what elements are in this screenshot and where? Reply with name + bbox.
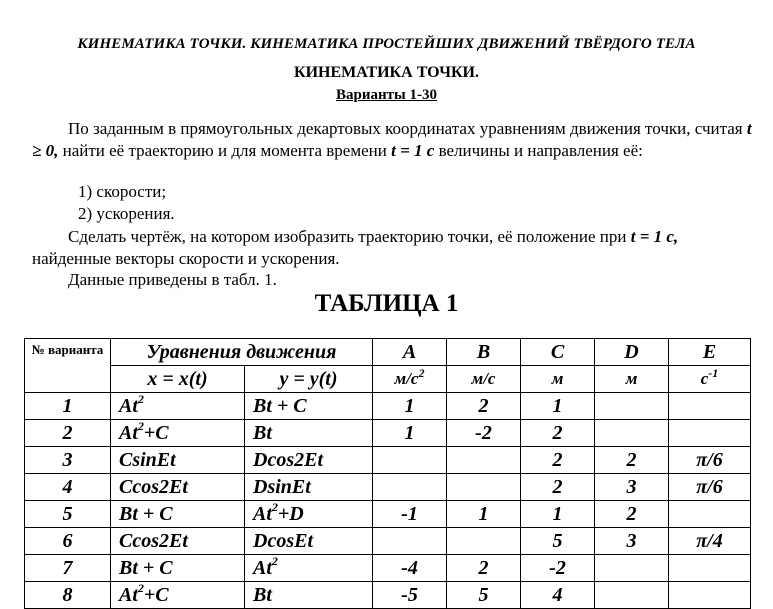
unit-c: м — [521, 366, 595, 393]
equation-x-tail: +C — [143, 583, 169, 606]
document-heading: КИНЕМАТИКА ТОЧКИ. КИНЕМАТИКА ПРОСТЕЙШИХ ДВИЖЕНИЙ ТВЁРДОГО ТЕЛА — [77, 36, 696, 52]
param-c: 1 — [521, 393, 595, 420]
param-e — [669, 393, 751, 420]
equation-x — [111, 501, 245, 528]
param-b: 2 — [447, 555, 521, 582]
equation-y — [245, 501, 373, 528]
param-e: π/6 — [669, 474, 751, 501]
equation-x-tail: +C — [143, 421, 169, 444]
unit-e-power: -1 — [708, 366, 719, 380]
variant-number: 6 — [25, 528, 111, 555]
table-body — [25, 393, 751, 609]
variant-number: 7 — [25, 555, 111, 582]
equation-y-tail: +D — [277, 502, 304, 525]
param-d: 2 — [595, 501, 669, 528]
equation-x — [111, 447, 245, 474]
param-b — [447, 528, 521, 555]
equation-y-main: DsinEt — [253, 475, 311, 498]
column-header-a: A — [373, 339, 447, 366]
equation-y — [245, 420, 373, 447]
param-a: -5 — [373, 582, 447, 609]
task-text-2: найти её траекторию и для момента времени — [58, 141, 392, 160]
param-a — [373, 447, 447, 474]
column-header-number: № варианта — [25, 339, 111, 393]
equation-x — [111, 555, 245, 582]
equation-x-main: Bt + C — [119, 502, 173, 525]
unit-d: м — [595, 366, 669, 393]
table-row — [25, 555, 751, 582]
param-e: π/6 — [669, 447, 751, 474]
variant-number: 1 — [25, 393, 111, 420]
variants-table — [24, 338, 751, 609]
equation-x-power: 2 — [137, 418, 144, 433]
equation-x — [111, 582, 245, 609]
param-d — [595, 393, 669, 420]
variant-number: 3 — [25, 447, 111, 474]
equation-y — [245, 582, 373, 609]
drawing-text-1: Сделать чертёж, на котором изобразить траекторию точки, её положение при — [68, 227, 631, 246]
param-c: 2 — [521, 474, 595, 501]
table-header-row — [25, 339, 751, 366]
unit-b: м/с — [447, 366, 521, 393]
param-b — [447, 447, 521, 474]
param-c: 2 — [521, 447, 595, 474]
param-d: 2 — [595, 447, 669, 474]
equation-y-main: Bt — [253, 421, 272, 444]
table-title: ТАБЛИЦА 1 — [314, 290, 459, 317]
param-a: 1 — [373, 420, 447, 447]
equation-y-main: Bt — [253, 583, 272, 606]
table-row — [25, 393, 751, 420]
param-c: 1 — [521, 501, 595, 528]
param-e — [669, 420, 751, 447]
equation-x-main: At — [119, 421, 138, 444]
time-condition: t ≥ 0, — [32, 119, 752, 160]
equation-y-power: 2 — [271, 553, 278, 568]
table-row — [25, 501, 751, 528]
equation-x-main: CsinEt — [119, 448, 176, 471]
equation-x — [111, 474, 245, 501]
param-a: -1 — [373, 501, 447, 528]
unit-a-power: 2 — [418, 366, 425, 380]
variant-number: 4 — [25, 474, 111, 501]
param-c: -2 — [521, 555, 595, 582]
param-d: 3 — [595, 474, 669, 501]
task-text-3: величины и направления её: — [434, 141, 643, 160]
equation-y-main: At — [253, 502, 272, 525]
task-text-1: По заданным в прямоугольных декартовых координатах уравнениям движения точки, считая — [68, 119, 747, 138]
equation-y — [245, 528, 373, 555]
param-c: 2 — [521, 420, 595, 447]
param-a: 1 — [373, 393, 447, 420]
param-b — [447, 474, 521, 501]
column-header-c: C — [521, 339, 595, 366]
column-header-equations: Уравнения движения — [111, 339, 373, 366]
equation-x — [111, 528, 245, 555]
unit-a — [373, 366, 447, 393]
param-d — [595, 555, 669, 582]
variant-number: 8 — [25, 582, 111, 609]
equation-x-main: Bt + C — [119, 556, 173, 579]
equation-x-main: At — [119, 583, 138, 606]
table-row — [25, 420, 751, 447]
param-c: 4 — [521, 582, 595, 609]
param-d — [595, 420, 669, 447]
variant-number: 2 — [25, 420, 111, 447]
equation-y — [245, 474, 373, 501]
drawing-paragraph — [32, 226, 752, 270]
param-e — [669, 582, 751, 609]
equation-y — [245, 555, 373, 582]
table-row — [25, 447, 751, 474]
variants-subtitle: Варианты 1-30 — [336, 87, 437, 103]
param-d: 3 — [595, 528, 669, 555]
param-b: -2 — [447, 420, 521, 447]
equation-y — [245, 393, 373, 420]
unit-a-text: м/с — [394, 369, 419, 388]
equation-x-power: 2 — [137, 391, 144, 406]
list-item-velocity: 1) скорости; — [78, 182, 167, 201]
variant-number: 5 — [25, 501, 111, 528]
column-header-e: E — [669, 339, 751, 366]
equation-y-main: DcosEt — [253, 529, 313, 552]
param-d — [595, 582, 669, 609]
equation-x — [111, 420, 245, 447]
param-c: 5 — [521, 528, 595, 555]
param-a: -4 — [373, 555, 447, 582]
param-b: 1 — [447, 501, 521, 528]
column-header-y: y = y(t) — [245, 366, 373, 393]
param-a — [373, 474, 447, 501]
table-units-row — [25, 366, 751, 393]
table-row — [25, 582, 751, 609]
section-title: КИНЕМАТИКА ТОЧКИ. — [294, 64, 479, 81]
equation-x-main: At — [119, 394, 138, 417]
unit-e-text: с — [700, 369, 709, 388]
equation-x-main: Ccos2Et — [119, 529, 188, 552]
param-a — [373, 528, 447, 555]
column-header-d: D — [595, 339, 669, 366]
list-item-acceleration: 2) ускорения. — [78, 204, 175, 223]
time-moment: t = 1 c — [391, 141, 435, 160]
task-paragraph — [32, 118, 752, 162]
param-e — [669, 501, 751, 528]
param-e: π/4 — [669, 528, 751, 555]
param-e — [669, 555, 751, 582]
equation-x-main: Ccos2Et — [119, 475, 188, 498]
param-b: 5 — [447, 582, 521, 609]
equation-y-main: Bt + C — [253, 394, 307, 417]
equation-y-power: 2 — [271, 499, 278, 514]
table-row — [25, 474, 751, 501]
equation-y-main: At — [253, 556, 272, 579]
table-row — [25, 528, 751, 555]
equation-y-main: Dcos2Et — [253, 448, 323, 471]
equation-y — [245, 447, 373, 474]
equation-x-power: 2 — [137, 580, 144, 595]
equation-x — [111, 393, 245, 420]
drawing-time: t = 1 c, — [630, 227, 679, 246]
drawing-text-2: найденные векторы скорости и ускорения. — [32, 249, 340, 268]
column-header-x: x = x(t) — [111, 366, 245, 393]
data-reference: Данные приведены в табл. 1. — [68, 270, 277, 289]
unit-e — [669, 366, 751, 393]
param-b: 2 — [447, 393, 521, 420]
column-header-b: B — [447, 339, 521, 366]
